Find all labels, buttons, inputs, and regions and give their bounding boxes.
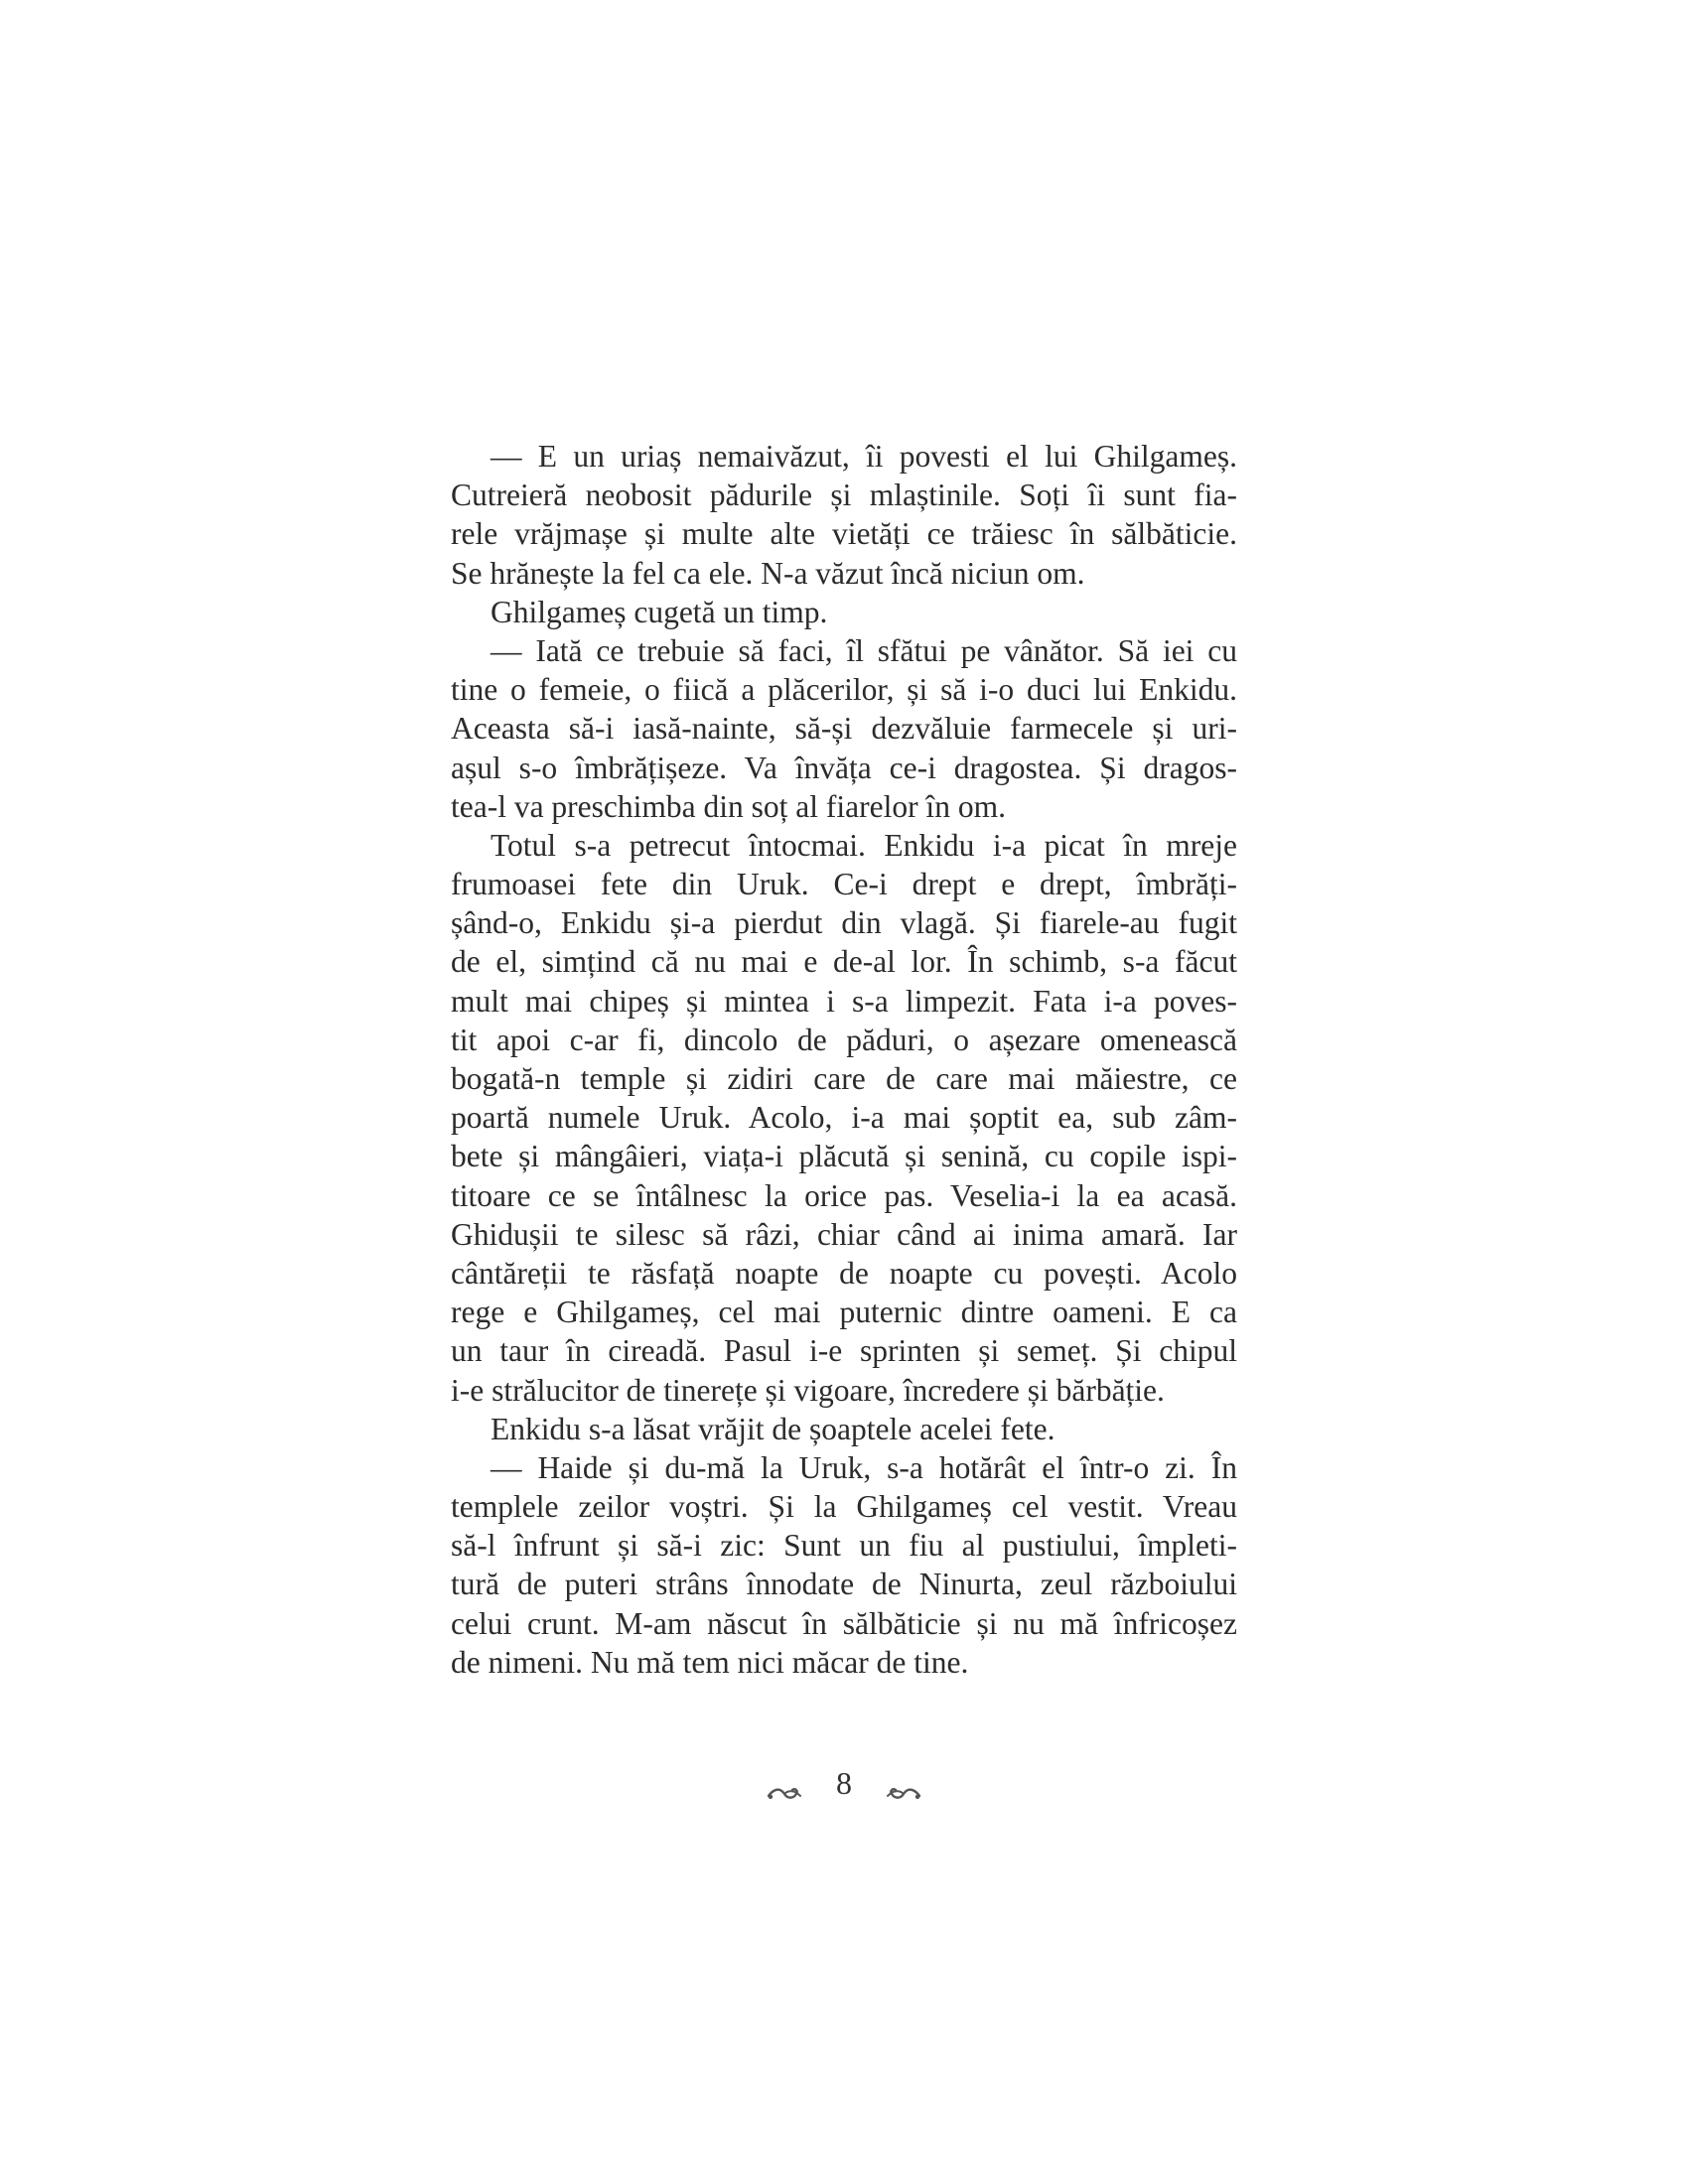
text-line: un taur în cireadă. Pasul i-e sprinten și semeț. Și chipul xyxy=(451,1333,1237,1369)
fleuron-right-icon xyxy=(886,1773,921,1793)
text-line: Cutreieră neobosit pădurile și mlaștinile. Soți îi sunt fia- xyxy=(451,478,1237,513)
text-line: i-e strălucitor de tinerețe și vigoare, încredere și bărbăție. xyxy=(451,1372,1165,1408)
text-line: rele vrăjmașe și multe alte vietăți ce trăiesc în sălbăticie. xyxy=(451,516,1237,552)
text-line: Aceasta să-i iasă-nainte, să-și dezvăluie farmecele și uri- xyxy=(451,711,1237,747)
text-line: poartă numele Uruk. Acolo, i-a mai șoptit ea, sub zâm- xyxy=(451,1100,1237,1136)
text-line: tine o femeie, o fiică a plăcerilor, și să i-o duci lui Enkidu. xyxy=(451,672,1237,708)
text-line: celui crunt. M-am născut în sălbăticie și nu mă înfricoșez xyxy=(451,1605,1237,1641)
text-line: rege e Ghilgameș, cel mai puternic dintre oameni. E ca xyxy=(451,1295,1237,1330)
text-line: de el, simțind că nu mai e de-al lor. În schimb, s-a făcut xyxy=(451,944,1237,980)
text-line: cântăreții te răsfață noapte de noapte cu povești. Acolo xyxy=(451,1255,1237,1291)
text-line: bogată-n temple și zidiri care de care mai măiestre, ce xyxy=(451,1061,1237,1096)
text-line: — E un uriaș nemaivăzut, îi povesti el lui Ghilgameș. xyxy=(491,439,1237,474)
text-line: Se hrănește la fel ca ele. N-a văzut încă niciun om. xyxy=(451,555,1085,591)
page-footer xyxy=(0,1759,1688,1803)
text-line: așul s-o îmbrățișeze. Va învăța ce-i dragostea. Și dragos- xyxy=(451,750,1237,785)
text-line: Enkidu s-a lăsat vrăjit de șoaptele acelei fete. xyxy=(491,1411,1055,1446)
text-line: tea-l va preschimba din soț al fiarelor în om. xyxy=(451,788,1006,824)
text-line: — Iată ce trebuie să faci, îl sfătui pe vânător. Să iei cu xyxy=(491,632,1237,668)
text-line: — Haide și du-mă la Uruk, s-a hotărât el într-o zi. În xyxy=(491,1449,1237,1485)
fleuron-left-icon xyxy=(767,1773,802,1793)
text-line: mult mai chipeș și mintea i s-a limpezit. Fata i-a poves- xyxy=(451,983,1237,1019)
text-line: șând-o, Enkidu și-a pierdut din vlagă. Și fiarele-au fugit xyxy=(451,905,1237,941)
text-line: templele zeilor voștri. Și la Ghilgameș cel vestit. Vreau xyxy=(451,1489,1237,1525)
text-line: Totul s-a petrecut întocmai. Enkidu i-a picat în mreje xyxy=(491,827,1237,863)
body-text xyxy=(451,437,1237,1682)
text-line: tit apoi c-ar fi, dincolo de păduri, o așezare omenească xyxy=(451,1022,1237,1057)
text-line: de nimeni. Nu mă tem nici măcar de tine. xyxy=(451,1644,969,1680)
page-number: 8 xyxy=(836,1764,852,1801)
text-line: bete și mângâieri, viața-i plăcută și senină, cu copile ispi- xyxy=(451,1139,1237,1174)
text-line: titoare ce se întâlnesc la orice pas. Veselia-i la ea acasă. xyxy=(451,1177,1237,1213)
text-line: Ghidușii te silesc să râzi, chiar când ai inima amară. Iar xyxy=(451,1216,1237,1252)
text-line: să-l înfrunt și să-i zic: Sunt un fiu al pustiului, împleti- xyxy=(451,1528,1237,1564)
text-line: tură de puteri strâns înnodate de Ninurta, zeul războiului xyxy=(451,1567,1237,1602)
text-line: frumoasei fete din Uruk. Ce-i drept e drept, îmbrăți- xyxy=(451,867,1237,902)
text-line: Ghilgameș cugetă un timp. xyxy=(491,594,828,629)
